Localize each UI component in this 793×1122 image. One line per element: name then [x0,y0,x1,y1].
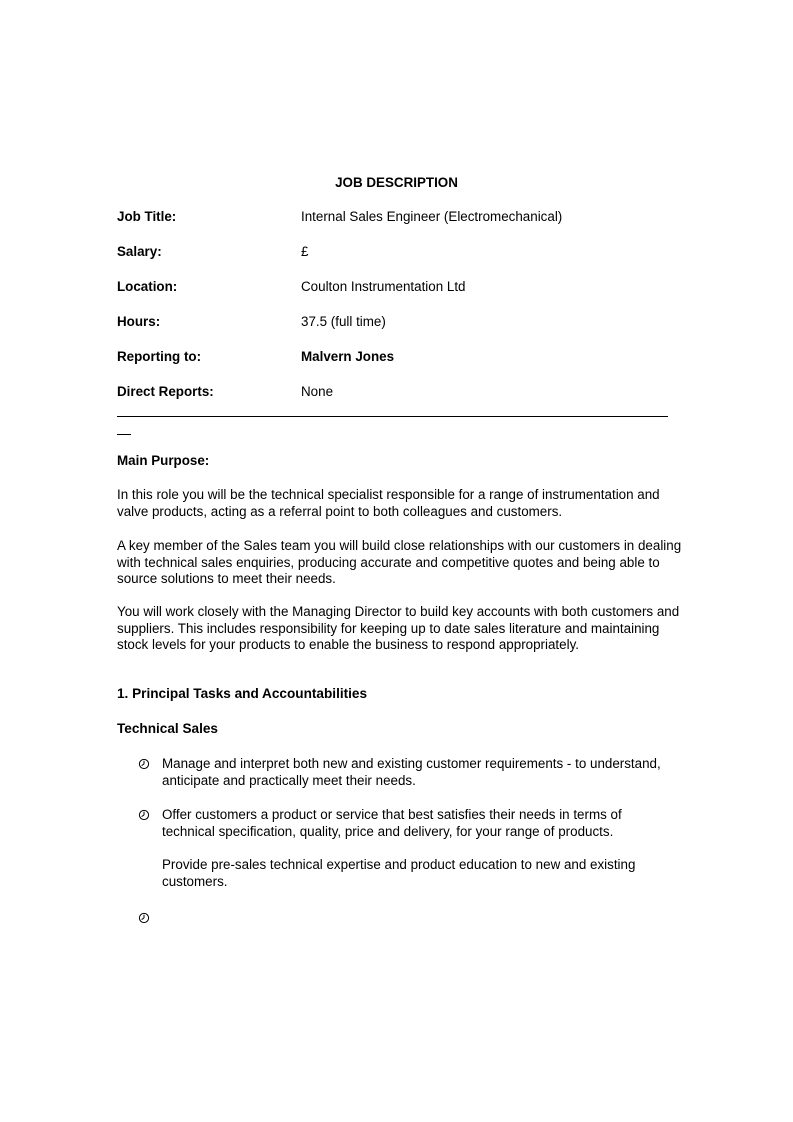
section-1-heading: 1. Principal Tasks and Accountabilities [117,686,368,701]
field-label-location: Location: [117,279,178,294]
field-value-location: Coulton Instrumentation Ltd [301,279,466,294]
clock-icon [138,912,150,924]
main-purpose-paragraph-1: In this role you will be the technical specialist responsible for a range of instrumentation and valve products, acting as a referral point to both colleagues and customers. [117,487,660,519]
main-purpose-heading: Main Purpose: [117,453,210,468]
field-value-hours: 37.5 (full time) [301,314,386,329]
horizontal-rule-tail [117,434,131,435]
horizontal-rule [117,416,668,417]
main-purpose-paragraph-2: A key member of the Sales team you will build close relationships with our customers in dealing with technical sales enquiries, producing accurate and competitive quotes and being able to source solutions to meet their needs. [117,538,682,587]
field-value-direct-reports: None [301,384,334,399]
field-label-hours: Hours: [117,314,161,329]
document-title: JOB DESCRIPTION [335,175,458,190]
bullet-item-1: Manage and interpret both new and existing customer requirements - to understand, anticipate and practically meet their needs. [162,756,661,788]
field-value-salary: £ [301,244,309,259]
field-label-reporting-to: Reporting to: [117,349,202,364]
field-label-job-title: Job Title: [117,209,177,224]
bullet-item-3: Provide pre-sales technical expertise and product education to new and existing customers. [162,857,636,889]
field-label-direct-reports: Direct Reports: [117,384,214,399]
clock-icon [138,809,150,821]
bullet-item-2: Offer customers a product or service that best satisfies their needs in terms of technical specification, quality, price and delivery, for your range of products. [162,807,622,839]
field-label-salary: Salary: [117,244,162,259]
clock-icon [138,758,150,770]
main-purpose-paragraph-3: You will work closely with the Managing Director to build key accounts with both customers and suppliers. This includes responsibility for keeping up to date sales literature and maintaining stock levels for your products to enable the business to respond appropriately. [117,604,680,653]
technical-sales-subheading: Technical Sales [117,721,218,736]
field-value-reporting-to: Malvern Jones [301,349,395,364]
field-value-job-title: Internal Sales Engineer (Electromechanical) [301,209,563,224]
